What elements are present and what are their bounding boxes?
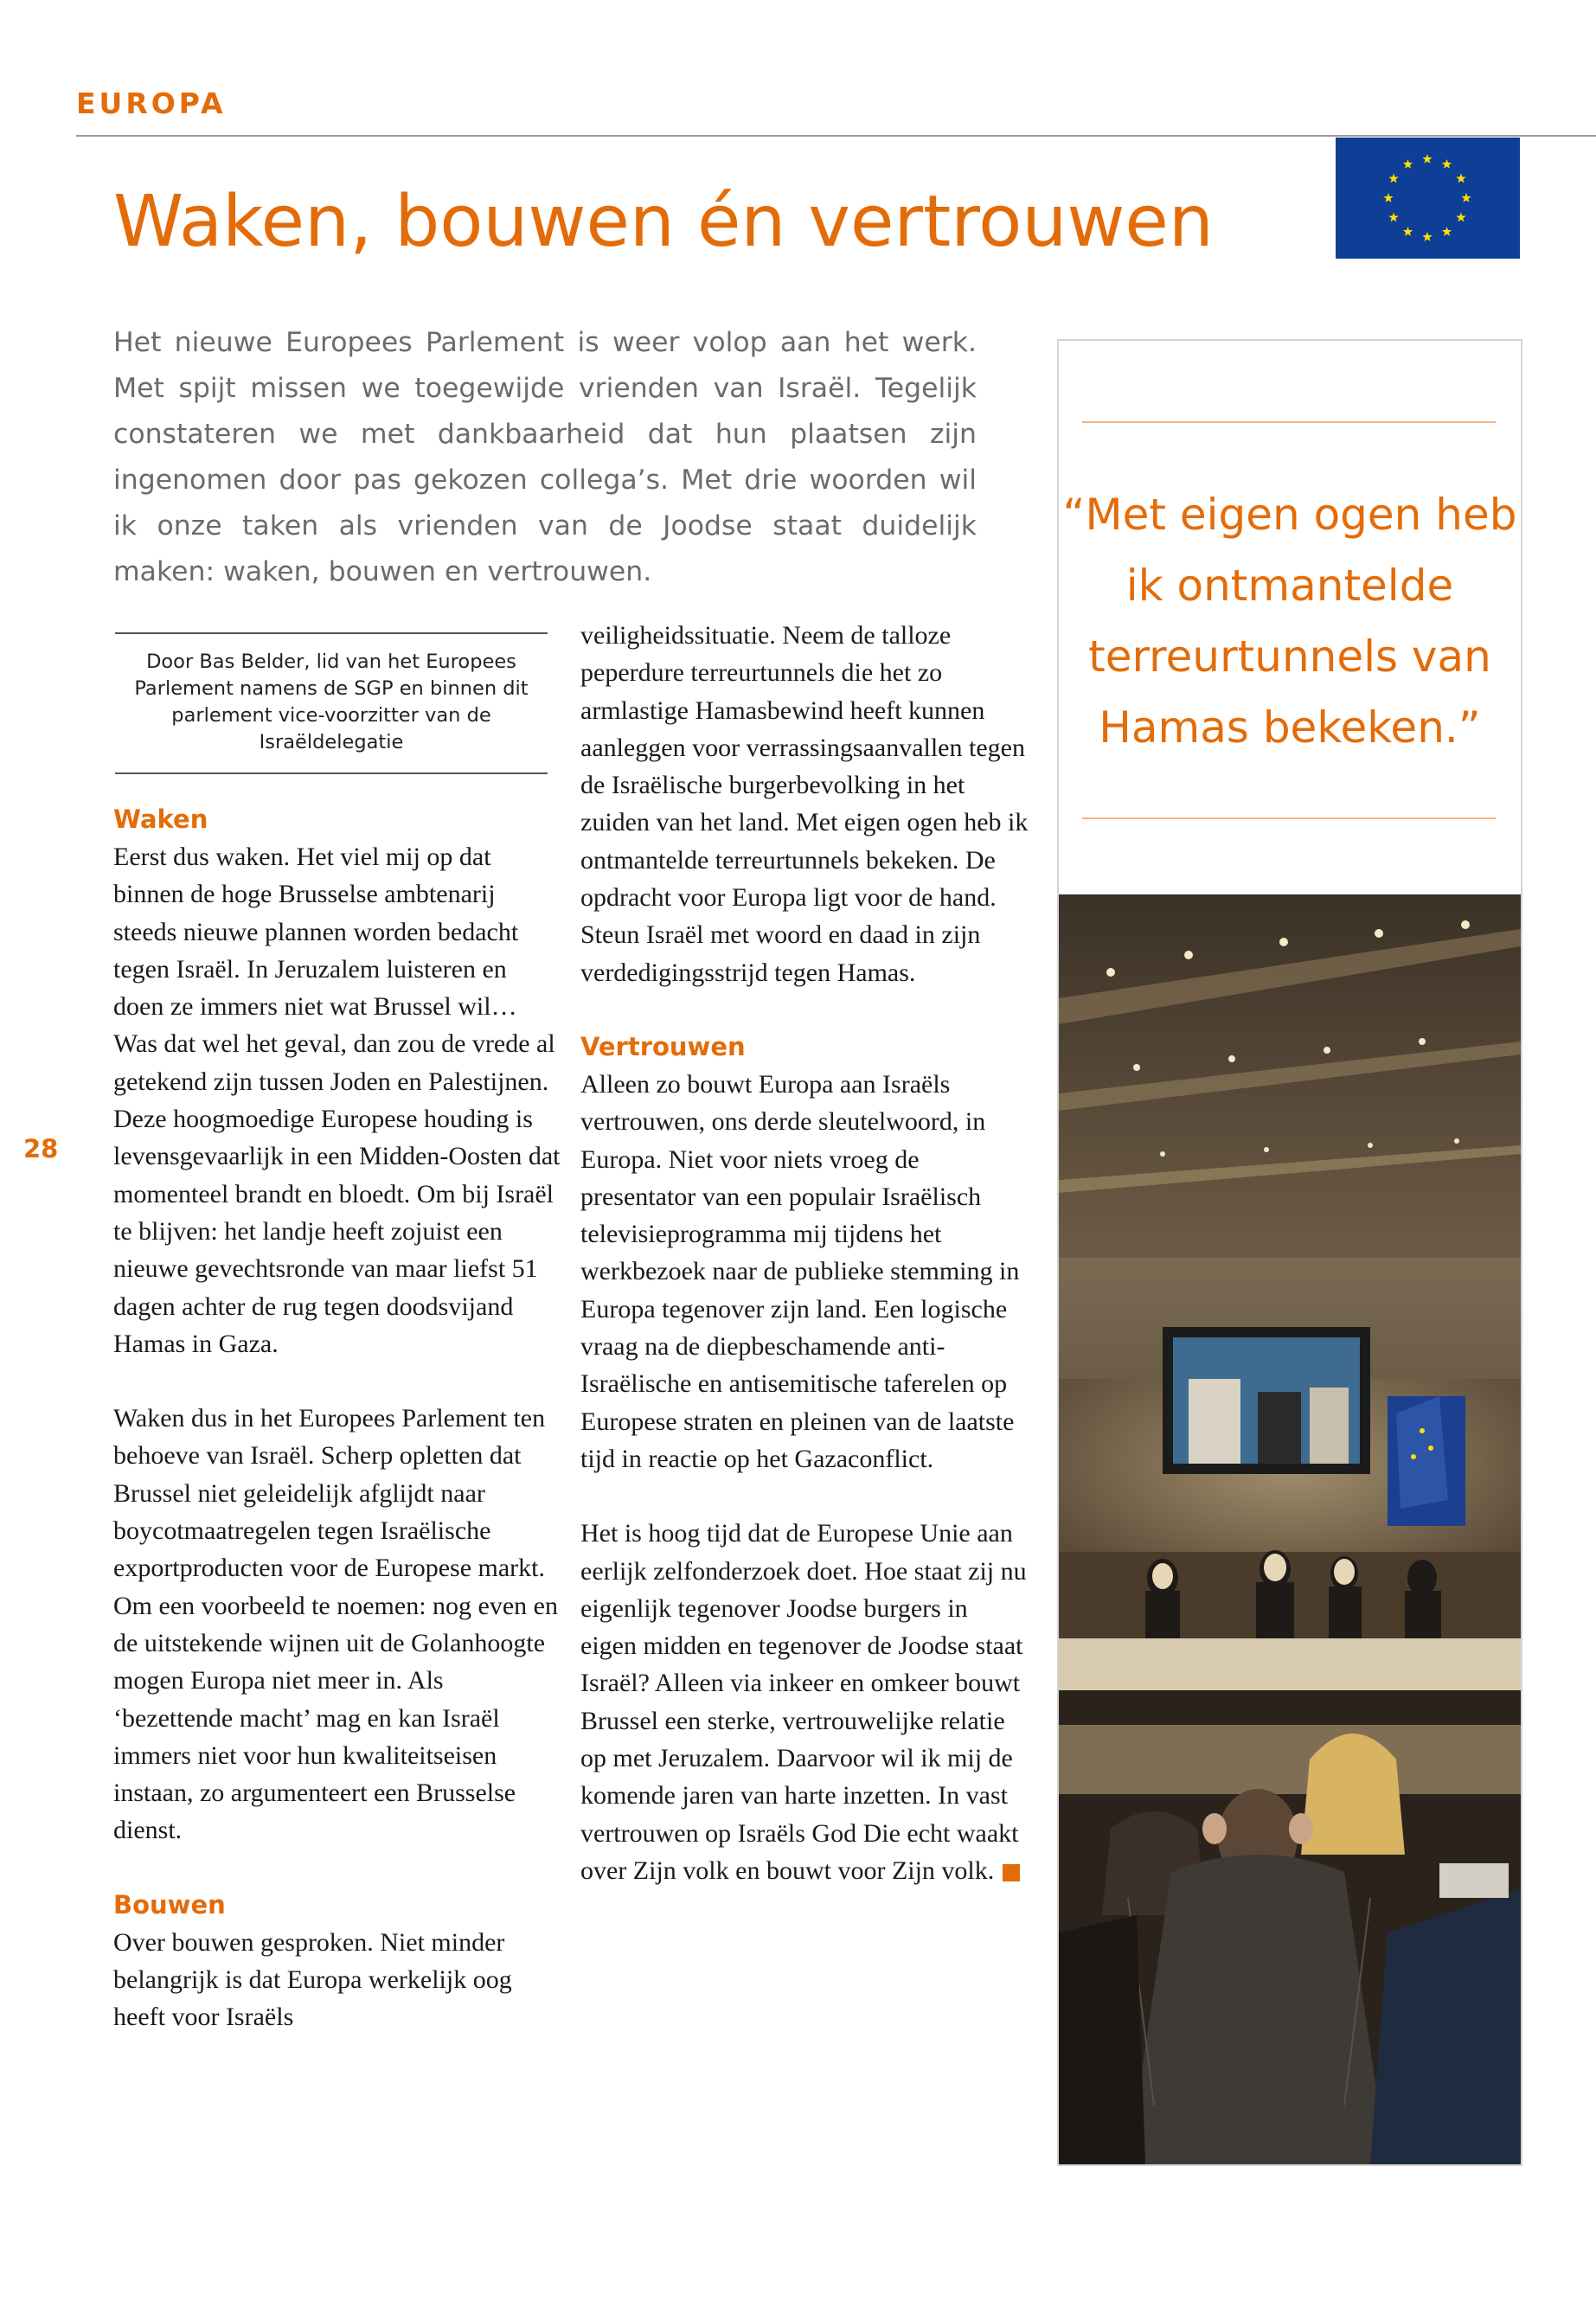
vertrouwen-paragraph-1: Alleen zo bouwt Europa aan Israëls vertrouwen, ons derde sleutelwoord, in Europa. Niet voor niets vroeg de presentator van een populair Israëlisch televisieprogramma mij tijdens het werkbezoek naar de publieke stemming in Europa tegenover zijn land. Een logische vraag na de diepbeschamende anti-Israëlische en antisemitische taferelen op Europese straten en pleinen van de laatste tijd in reactie op het Gazaconflict. xyxy=(580,1069,1020,1473)
vertrouwen-paragraph-2 xyxy=(580,1515,1030,1889)
vertrouwen-paragraph-2-text: Het is hoog tijd dat de Europese Unie aan eerlijk zelfonderzoek doet. Hoe staat zij nu eigenlijk tegenover Joodse burgers in eigen midden en tegenover de Joodse staat Israël? Alleen via inkeer en omkeer bouwt Brussel een sterke, vertrouwelijke relatie op met Jeruzalem. Daarvoor wil ik mij de komende jaren van harte inzetten. In vast vertrouwen op Israëls God Die echt waakt over Zijn volk en bouwt voor Zijn volk. xyxy=(580,1519,1027,1885)
heading-bouwen: Bouwen xyxy=(113,1889,226,1920)
quote-rule-top xyxy=(1082,421,1496,423)
article-column-left xyxy=(113,801,563,2036)
eu-star-icon xyxy=(1403,159,1413,169)
eu-star-icon xyxy=(1422,154,1432,163)
article-column-right xyxy=(580,617,1030,1889)
eu-star-icon xyxy=(1456,174,1465,183)
waken-paragraph-2: Waken dus in het Europees Parlement ten behoeve van Israël. Scherp opletten dat Brussel niet geleidelijk afglijdt naar boycotmaatregelen tegen Israëlische exportproducten voor de Europese markt. Om een voorbeeld te noemen: nog even en de uitstekende wijnen uit de Golanhoogte mogen Europa niet meer in. Als ‘bezettende macht’ mag en kan Israël immers niet voor hun kwaliteitseisen instaan, zo argumenteert een Brusselse dienst. xyxy=(113,1404,558,1845)
heading-waken: Waken xyxy=(113,804,208,834)
eu-star-icon xyxy=(1461,193,1471,202)
eu-star-icon xyxy=(1388,213,1398,222)
bouwen-paragraph-continued: veiligheidssituatie. Neem de talloze peperdure terreurtunnels die het zo armlastige Hamasbewind heeft kunnen aanleggen voor verrassingsaanvallen tegen de Israëlische burgerbevolking in het zuiden van het land. Met eigen ogen heb ik ontmantelde terreurtunnels bekeken. De opdracht voor Europa ligt voor de hand. Steun Israël met woord en daad in zijn verdedigingsstrijd tegen Hamas. xyxy=(580,621,1029,987)
waken-paragraph-1: Eerst dus waken. Het viel mij op dat binnen de hoge Brusselse ambtenarij steeds nieuwe plannen worden bedacht tegen Israël. In Jeruzalem luisteren en doen ze immers niet wat Brussel wil… Was dat wel het geval, dan zou de vrede al getekend zijn tussen Joden en Palestijnen. Deze hoogmoedige Europese houding is levensgevaarlijk in een Midden-Oosten dat momenteel brandt en bloedt. Om bij Israël te blijven: het landje heeft zojuist een nieuwe gevechtsronde van maar liefst 51 dagen achter de rug tegen doodsvijand Hamas in Gaza. xyxy=(113,843,561,1358)
quote-rule-bottom xyxy=(1082,817,1496,819)
eu-flag-icon xyxy=(1336,138,1520,259)
author-byline: Door Bas Belder, lid van het Europees Parlement namens de SGP en binnen dit parlement vice-voorzitter van de Israëldelegatie xyxy=(115,632,548,774)
page-number: 28 xyxy=(23,1134,59,1163)
end-of-article-icon xyxy=(1003,1864,1020,1881)
pull-quote: “Met eigen ogen heb ik ontmantelde terreurtunnels van Hamas bekeken.” xyxy=(1062,490,1517,753)
header-divider xyxy=(76,135,1596,137)
sidebar-box xyxy=(1057,339,1522,2166)
article-title: Waken, bouwen én vertrouwen xyxy=(113,181,1214,263)
eu-star-icon xyxy=(1442,227,1452,236)
eu-star-icon xyxy=(1456,213,1465,222)
heading-vertrouwen: Vertrouwen xyxy=(580,1031,746,1061)
european-parliament-meeting-photo xyxy=(1059,894,1521,2164)
article-lead: Het nieuwe Europees Parlement is weer volop aan het werk. Met spijt missen we toegewijde vrienden van Israël. Tegelijk constateren we met dankbaarheid dat hun plaatsen zijn ingenomen door pas gekozen collega’s. Met drie woorden wil ik onze taken als vrienden van de Joodse staat duidelijk maken: waken, bouwen en vertrouwen. xyxy=(113,327,977,587)
eu-star-icon xyxy=(1442,159,1452,169)
eu-star-icon xyxy=(1383,193,1393,202)
bouwen-paragraph-start: Over bouwen gesproken. Niet minder belangrijk is dat Europa werkelijk oog heeft voor Israëls xyxy=(113,1927,512,2032)
eu-star-icon xyxy=(1422,232,1432,241)
section-label: EUROPA xyxy=(76,87,227,120)
eu-star-icon xyxy=(1388,174,1398,183)
eu-star-icon xyxy=(1403,227,1413,236)
